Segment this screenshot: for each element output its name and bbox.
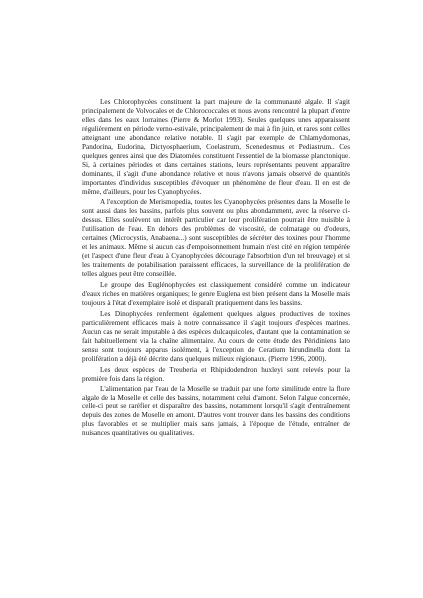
paragraph-dinophycees: Les Dinophycées renferment également quelques algues productives de toxines particulièrement efficaces mais à notre connaissance il s'agit toujours d'espèces marines. Aucun cas ne serait imputable à des espèces dulcaquicoles, d'autant que la contamination se fait habituellement via la chaîne alimentaire. Au cours de cette étude des Péridiniens lato sensu sont toujours apparus isolément, à l'exception de Ceratium hirundinella dont la prolifération a déjà été décrite dans quelques milieux régionaux. (Pierre 1996, 2000). bbox=[82, 309, 350, 363]
paragraph-chlorophycees: Les Chlorophycées constituent la part majeure de la communauté algale. Il s'agit principalement de Volvocales et de Chlorococcales et nous avons rencontré la plupart d'entre elles dans les eaux lorraines (Pierre & Morlot 1993). Seules quelques unes apparaissent régulièrement en période verno-estivale, principalement de mai à fin juin, et rares sont celles atteignant une abondance relative notable. Il s'agit par exemple de Chlamydomonas, Pandorina, Eudorina, Dictyosphaerium, Coelastrum, Scenedesmus et Pediastrum.. Ces quelques genres ainsi que des Diatomées constituent l'essentiel de la biomasse planctonique. Si, à certaines périodes et dans certaines stations, leurs représentants peuvent apparaître dominants, il s'agit d'une abondance relative et nous n'avons jamais observé de quantités importantes d'individus susceptibles d'évoquer un phénomène de fleur d'eau. Il en est de même, d'ailleurs, pour les Cyanophycées. bbox=[82, 98, 350, 196]
paragraph-alimentation: L'alimentation par l'eau de la Moselle se traduit par une forte similitude entre la flore algale de la Moselle et celle des bassins, notamment celui d'amont. Selon l'algue concernée, celle-ci peut se raréfier et disparaître des bassins, notamment lorsqu'il s'agit d'entraînement depuis des zones de Moselle en amont. D'autres vont trouver dans les bassins des conditions plus favorables et se multiplier mais sans jamais, à l'époque de l'étude, entraîner de nuisances quantitatives ou qualitatives. bbox=[82, 384, 350, 438]
body-text bbox=[82, 98, 350, 440]
paragraph-euglenophycees: Le groupe des Euglénophycées est classiquement considéré comme un indicateur d'eaux riches en matières organiques; le genre Euglena est bien présent dans la Moselle mais toujours à l'état d'exemplaire isolé et disparaît pratiquement dans les bassins. bbox=[82, 281, 350, 307]
paragraph-cyanophycees: A l'exception de Merismopedia, toutes les Cyanophycées présentes dans la Moselle le sont aussi dans les bassins, parfois plus souvent ou plus abondamment, avec la réserve ci-dessus. Elles soulèvent un intérêt particulier car leur prolifération pourrait être nuisible à l'utilisation de l'eau. En dehors des problèmes de viscosité, de colmatage ou d'odeurs, certaines (Microcystis, Anabaena...) sont susceptibles de sécréter des toxines pour l'homme et les animaux. Même si aucun cas d'empoisonnement humain n'est cité en région tempérée (et l'aspect d'une fleur d'eau à Cyanophycées décourage l'absorbtion d'un tel breuvage) et si les traitements de potabilisation paraissent efficaces, la surveillance de la prolifération de telles algues peut être conseillée. bbox=[82, 198, 350, 279]
paragraph-treuberia: Les deux espèces de Treuberia et Rhipidodendron huxleyi sont relevés pour la première fois dans la région. bbox=[82, 365, 350, 383]
